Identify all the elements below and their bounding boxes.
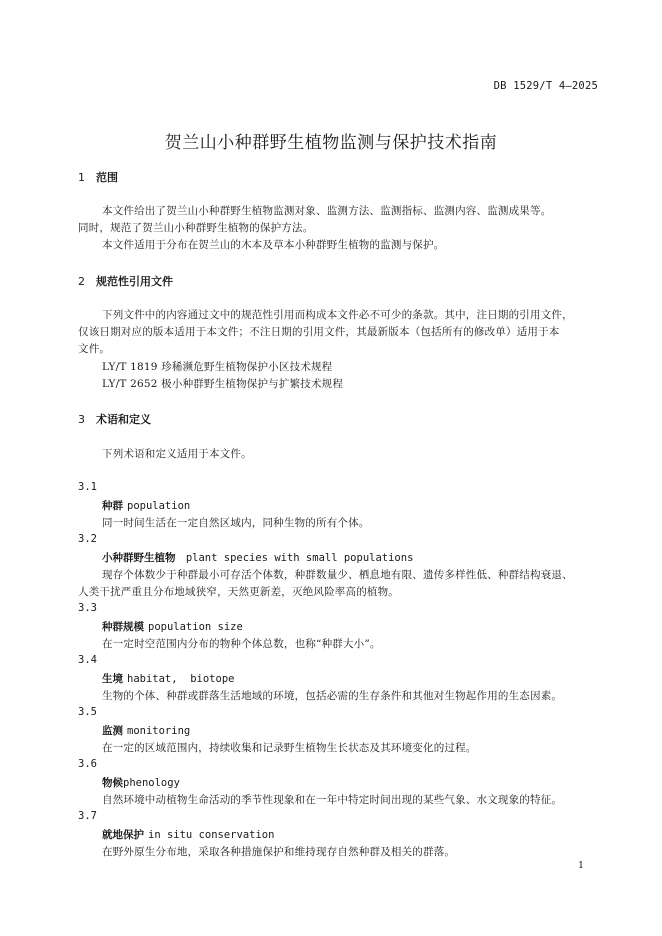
term-name: [102, 827, 274, 842]
term-name-en: monitoring: [127, 725, 191, 737]
term-number: 3.3: [78, 602, 97, 614]
term-name: [102, 498, 190, 513]
term-definition: 现存个体数少于种群最小可存活个体数，种群数量少、栖息地有限、遗传多样性低、种群结构衰退、: [102, 569, 573, 581]
section-title: 规范性引用文件: [96, 275, 173, 288]
section-title: 范围: [96, 171, 118, 184]
section-number: 2: [78, 275, 85, 288]
term-definition: 在一定时空范围内分布的物种个体总数，也称“种群大小”。: [102, 638, 381, 650]
term-number: 3.6: [78, 758, 97, 770]
term-name-en: in situ conservation: [148, 829, 275, 841]
term-name-en: habitat, biotope: [127, 673, 235, 685]
term-name-zh: 生境: [102, 673, 123, 685]
section-3-heading: [78, 411, 151, 427]
reference-item: LY/T 2652 极小种群野生植物保护与扩繁技术规程: [102, 378, 344, 390]
term-number: 3.7: [78, 810, 97, 822]
paragraph: 文件。: [78, 343, 111, 355]
term-name-zh: 就地保护: [102, 829, 144, 841]
section-1-heading: [78, 169, 118, 185]
paragraph: 下列术语和定义适用于本文件。: [102, 448, 252, 460]
term-number: 3.2: [78, 533, 97, 545]
paragraph: 下列文件中的内容通过文中的规范性引用而构成本文件必不可少的条款。其中，注日期的引用文件，: [102, 309, 573, 321]
term-name-en: phenology: [123, 777, 180, 789]
term-number: 3.5: [78, 706, 97, 718]
term-name-zh: 小种群野生植物: [102, 552, 176, 564]
paragraph: 仅该日期对应的版本适用于本文件；不注日期的引用文件，其最新版本（包括所有的修改单）适用于本: [78, 326, 560, 338]
term-number: 3.1: [78, 481, 97, 493]
term-definition: 生物的个体、种群或群落生活地域的环境，包括必需的生存条件和其他对生物起作用的生态因素。: [102, 690, 563, 702]
term-definition: 自然环境中动植物生命活动的季节性现象和在一年中特定时间出现的某些气象、水文现象的特征。: [102, 794, 563, 806]
paragraph: 本文件给出了贺兰山小种群野生植物监测对象、监测方法、监测指标、监测内容、监测成果等。: [102, 205, 552, 217]
page-number: 1: [577, 860, 584, 871]
reference-item: LY/T 1819 珍稀濒危野生植物保护小区技术规程: [102, 361, 333, 373]
paragraph: 同时，规范了贺兰山小种群野生植物的保护方法。: [78, 222, 314, 234]
term-name: [102, 723, 190, 738]
document-title: 贺兰山小种群野生植物监测与保护技术指南: [164, 133, 498, 153]
standard-number: DB 1529/T 4—2025: [493, 80, 598, 92]
term-name-en: population size: [148, 621, 243, 633]
term-definition: 在野外原生分布地，采取各种措施保护和维持现存自然种群及相关的群落。: [102, 846, 456, 858]
term-name-zh: 监测: [102, 725, 123, 737]
term-name-en: plant species with small populations: [179, 552, 414, 564]
term-name: [102, 619, 243, 634]
term-name: [102, 550, 413, 565]
term-name-en: population: [127, 500, 191, 512]
term-name-zh: 种群: [102, 500, 123, 512]
term-name: [102, 775, 180, 790]
term-definition: 在一定的区域范围内，持续收集和记录野生植物生长状态及其环境变化的过程。: [102, 742, 477, 754]
section-title: 术语和定义: [96, 413, 151, 426]
term-name: [102, 671, 234, 686]
section-2-heading: [78, 273, 173, 289]
term-number: 3.4: [78, 654, 97, 666]
paragraph: 本文件适用于分布在贺兰山的木本及草本小种群野生植物的监测与保护。: [102, 239, 445, 251]
section-number: 1: [78, 171, 85, 184]
term-name-zh: 物候: [102, 777, 123, 789]
term-definition: 人类干扰严重且分布地域狭窄，天然更新差，灭绝风险率高的植物。: [78, 586, 399, 598]
section-number: 3: [78, 413, 85, 426]
term-definition: 同一时间生活在一定自然区域内，同种生物的所有个体。: [102, 517, 370, 529]
term-name-zh: 种群规模: [102, 621, 144, 633]
